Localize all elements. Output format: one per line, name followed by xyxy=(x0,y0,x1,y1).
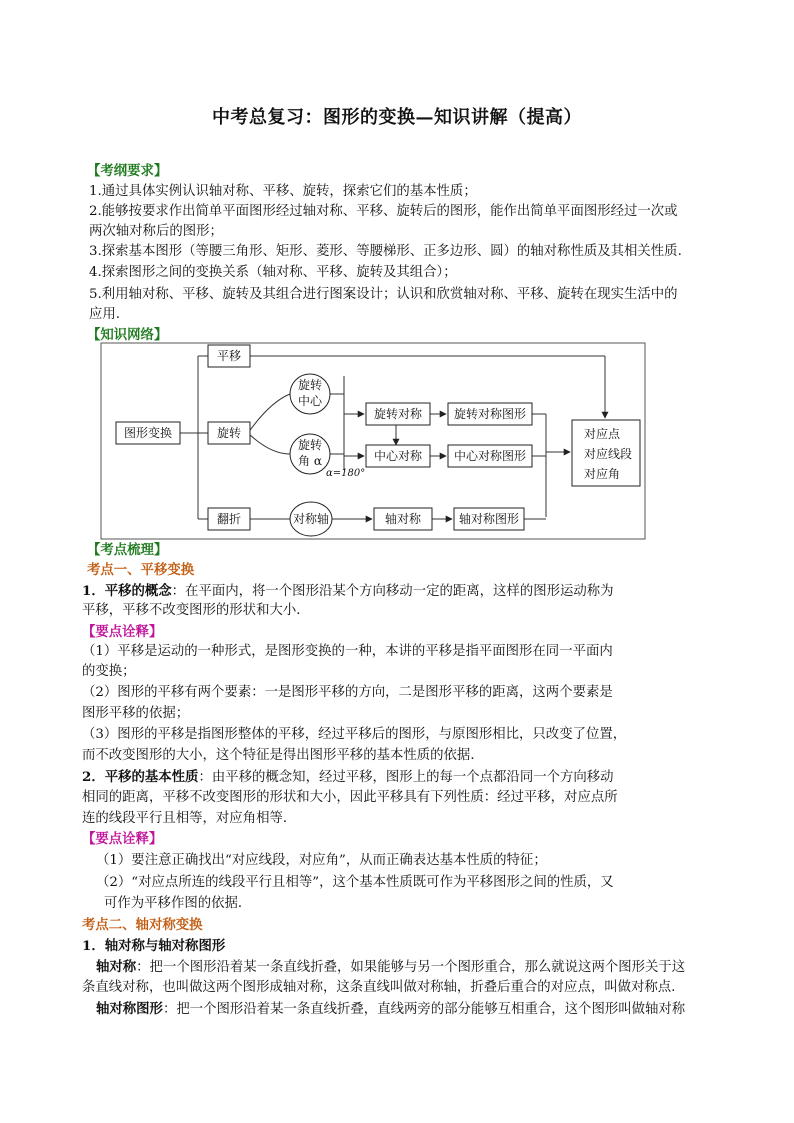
definition-translation: 1．平移的概念：在平面内，将一个图形沿某个方向移动一定的距离，这样的图形运动称为 xyxy=(82,583,614,599)
requirement-item-1: 1.通过具体实例认识轴对称、平移、旋转，探索它们的基本性质； xyxy=(89,184,477,199)
node-transform xyxy=(116,422,180,444)
note-1-line-4: 图形平移的依据； xyxy=(82,706,190,721)
sub-heading-axial-symmetry: 1．轴对称与轴对称图形 xyxy=(82,938,226,954)
note-1-line-1: （1）平移是运动的一种形式，是图形变换的一种，本讲的平移是指平面图形在同一平面内 xyxy=(82,644,613,659)
knowledge-network-diagram xyxy=(100,342,660,542)
definition-axial-symmetry: 轴对称：把一个图形沿着某一条直线折叠，如果能够与另一个图形重合，那么就说这两个图形关于这 xyxy=(96,959,686,975)
note-header-1: 【要点诠释】 xyxy=(82,624,163,640)
note-1-line-5: （3）图形的平移是指图形整体的平移，经过平移后的图形，与原图形相比，只改变了位置， xyxy=(82,727,627,742)
node-central-symmetry-figure xyxy=(448,445,532,467)
node-correspondence xyxy=(572,420,640,486)
svg-text:对应点: 对应点 xyxy=(584,427,621,441)
node-rotational-symmetry-figure xyxy=(448,403,532,425)
property-translation-cont-2: 连的线段平行且相等，对应角相等． xyxy=(82,811,297,826)
section-header-points: 【考点梳理】 xyxy=(87,542,168,558)
svg-text:旋转: 旋转 xyxy=(297,378,323,392)
node-rotation-center xyxy=(290,374,330,414)
svg-text:中心对称图形: 中心对称图形 xyxy=(453,449,527,463)
svg-text:对称轴: 对称轴 xyxy=(292,512,330,526)
property-translation-cont-1: 相同的距离，平移不改变图形的形状和大小，因此平移具有下列性质：经过平移，对应点所 xyxy=(82,790,618,805)
svg-text:平移: 平移 xyxy=(216,349,242,363)
definition-axial-symmetry-cont: 条直线对称，也叫做这两个图形成轴对称，这条直线叫做对称轴，折叠后重合的对应点，叫做对称点. xyxy=(82,980,676,995)
node-rotation-angle xyxy=(290,434,330,474)
svg-text:对应线段: 对应线段 xyxy=(584,447,633,461)
svg-text:轴对称图形: 轴对称图形 xyxy=(458,512,520,526)
node-symmetry-axis xyxy=(290,502,332,536)
note-header-2: 【要点诠释】 xyxy=(82,831,163,847)
svg-text:中心: 中心 xyxy=(297,394,323,408)
requirement-item-4: 4.探索图形之间的变换关系（轴对称、平移、旋转及其组合）； xyxy=(89,265,457,280)
note-1-line-2: 的变换； xyxy=(82,664,136,679)
node-fold xyxy=(208,508,250,530)
node-rotational-symmetry xyxy=(366,403,430,425)
node-axial-symmetry xyxy=(374,508,432,530)
node-translate xyxy=(208,345,250,367)
note-1-line-3: （2）图形的平移有两个要素：一是图形平移的方向，二是图形平移的距离，这两个要素是 xyxy=(82,685,613,700)
svg-text:旋转: 旋转 xyxy=(216,426,242,440)
node-central-symmetry xyxy=(366,445,430,467)
svg-text:中心对称: 中心对称 xyxy=(373,449,423,463)
svg-text:角 α: 角 α xyxy=(298,454,322,468)
note-2-line-1: （1）要注意正确找出“对应线段，对应角”，从而正确表达基本性质的特征； xyxy=(96,853,547,868)
definition-translation-cont: 平移，平移不改变图形的形状和大小． xyxy=(82,603,310,618)
note-2-line-2: （2）“对应点所连的线段平行且相等”，这个基本性质既可作为平移图形之间的性质，又 xyxy=(96,875,614,890)
requirement-item-2-cont: 两次轴对称后的图形； xyxy=(89,224,223,239)
svg-text:旋转: 旋转 xyxy=(297,438,323,452)
requirement-item-3: 3.探索基本图形（等腰三角形、矩形、菱形、等腰梯形、正多边形、圆）的轴对称性质及其相关性质. xyxy=(89,244,682,259)
note-2-line-3: 可作为平移作图的依据． xyxy=(104,896,252,911)
svg-text:图形变换: 图形变换 xyxy=(123,426,173,440)
requirement-item-5: 5.利用轴对称、平移、旋转及其组合进行图案设计；认识和欣赏轴对称、平移、旋转在现实生活中的 xyxy=(89,287,678,302)
key-point-2-heading: 考点二、轴对称变换 xyxy=(82,917,203,933)
svg-text:轴对称: 轴对称 xyxy=(384,512,422,526)
svg-text:翻折: 翻折 xyxy=(216,512,242,526)
alpha-label: α=180° xyxy=(326,468,366,479)
section-header-requirements: 【考纲要求】 xyxy=(87,163,168,179)
key-point-1-heading: 考点一、平移变换 xyxy=(87,562,195,578)
node-rotate xyxy=(208,422,250,444)
node-axial-symmetry-figure xyxy=(454,508,524,530)
requirement-item-2: 2.能够按要求作出简单平面图形经过轴对称、平移、旋转后的图形，能作出简单平面图形经过一次或 xyxy=(89,204,678,219)
svg-text:对应角: 对应角 xyxy=(584,467,621,481)
svg-text:旋转对称: 旋转对称 xyxy=(373,407,423,421)
note-1-line-6: 而不改变图形的大小，这个特征是得出图形平移的基本性质的依据． xyxy=(82,748,484,763)
definition-axial-symmetry-figure: 轴对称图形：把一个图形沿着某一条直线折叠，直线两旁的部分能够互相重合，这个图形叫做轴对称 xyxy=(96,1001,686,1017)
requirement-item-5-cont: 应用. xyxy=(89,307,121,322)
page-title: 中考总复习：图形的变换—知识讲解（提高） xyxy=(212,107,582,128)
svg-text:旋转对称图形: 旋转对称图形 xyxy=(453,407,527,421)
diagram-frame xyxy=(101,343,645,539)
section-header-network: 【知识网络】 xyxy=(87,327,168,343)
property-translation: 2．平移的基本性质：由平移的概念知，经过平移，图形上的每一个点都沿同一个方向移动 xyxy=(82,769,614,785)
